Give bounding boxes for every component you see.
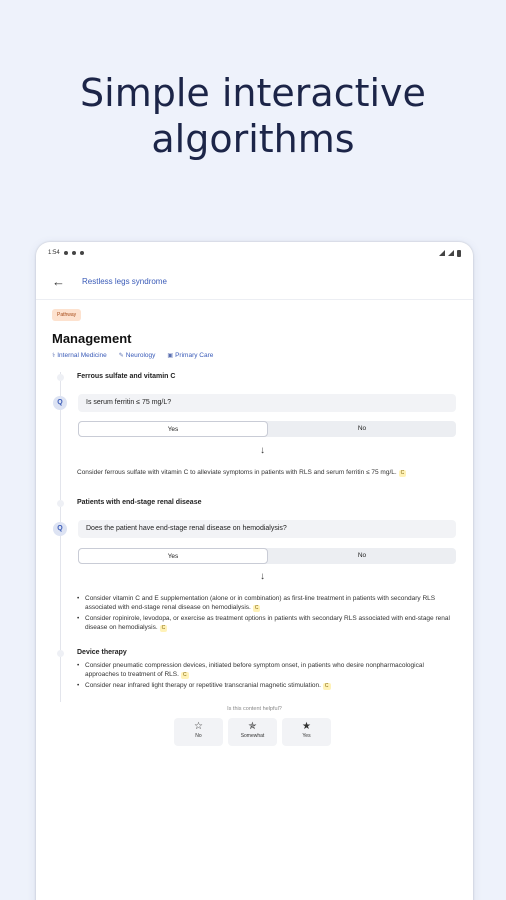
battery-icon — [457, 250, 461, 257]
star-filled-icon: ★ — [302, 721, 311, 732]
section-marker — [57, 374, 64, 381]
list-item-text: Consider pneumatic compression devices, initiated before symptom onset, in patients who desire nonpharmacological approaches to treatment of RLS. — [85, 662, 424, 678]
recommendation-text — [77, 468, 457, 477]
feedback-yes-button[interactable] — [282, 718, 331, 746]
feedback-no-button[interactable] — [174, 718, 223, 746]
hero-heading — [0, 70, 506, 162]
category-internal-medicine[interactable]: ⚕ Internal Medicine — [52, 352, 107, 359]
list-item-text: Consider near infrared light therapy or repetitive transcranial magnetic stimulation. — [85, 682, 321, 689]
no-option[interactable]: No — [357, 425, 367, 432]
category-primary-care[interactable]: ▣ Primary Care — [167, 352, 214, 359]
question-badge: Q — [53, 396, 67, 410]
signal-icon — [448, 250, 454, 256]
app-bar-title: Restless legs syndrome — [82, 277, 167, 286]
list-item — [77, 681, 457, 690]
notification-icon — [64, 251, 68, 255]
citation-badge[interactable]: C — [324, 683, 329, 689]
citation-badge[interactable]: C — [182, 672, 187, 678]
list-item — [77, 614, 457, 632]
category-list — [52, 352, 457, 359]
list-item-text: Consider ropinirole, levodopa, or exercise as treatment options in patients with secondary RLS associated with end-stage renal disease on hemodialysis. — [85, 615, 450, 631]
hero-line-1: Simple interactive — [80, 71, 426, 115]
recommendation-list — [77, 594, 457, 634]
question-box: Is serum ferritin ≤ 75 mg/L? — [78, 394, 456, 412]
recommendation-body: Consider ferrous sulfate with vitamin C to alleviate symptoms in patients with RLS and serum ferritin ≤ 75 mg/L. — [77, 469, 397, 476]
wifi-icon — [439, 250, 445, 256]
list-item — [77, 661, 457, 679]
section-marker — [57, 500, 64, 507]
feedback-buttons — [174, 718, 331, 746]
app-bar — [36, 264, 473, 300]
clinic-icon: ▣ — [167, 353, 174, 359]
citation-badge[interactable]: C — [254, 605, 259, 611]
feedback-label: No — [195, 733, 202, 739]
feedback-label: Somewhat — [240, 733, 265, 739]
star-outline-icon: ☆ — [194, 721, 203, 732]
status-bar — [36, 242, 473, 264]
yes-no-toggle — [78, 421, 456, 437]
list-item-text: Consider vitamin C and E supplementation (alone or in combination) as first-line treatment in patients with secondary RLS associated with end-stage renal disease on hemodialysis. — [85, 595, 436, 611]
category-neurology[interactable]: ✎ Neurology — [118, 352, 156, 359]
list-item — [77, 594, 457, 612]
star-half-icon: ✯ — [248, 721, 257, 732]
status-time: 1:54 — [48, 250, 60, 256]
hero-line-2: algorithms — [151, 117, 355, 161]
section-marker — [57, 650, 64, 657]
stethoscope-icon: ⚕ — [52, 353, 56, 359]
device-screen — [36, 242, 473, 900]
page-content — [36, 300, 473, 359]
feedback-somewhat-button[interactable] — [228, 718, 277, 746]
feedback-label: Yes — [302, 733, 311, 739]
notification-icon — [72, 251, 76, 255]
page-title: Management — [52, 331, 132, 346]
feedback-prompt: Is this content helpful? — [227, 706, 282, 712]
yes-option[interactable]: Yes — [78, 421, 268, 437]
question-box: Does the patient have end-stage renal disease on hemodialysis? — [78, 520, 456, 538]
question-badge: Q — [53, 522, 67, 536]
arrow-down-icon: ↓ — [260, 445, 265, 456]
no-option[interactable]: No — [357, 552, 367, 559]
pathway-tag: Pathway — [52, 309, 81, 321]
arrow-down-icon: ↓ — [260, 571, 265, 582]
brain-icon: ✎ — [118, 353, 124, 359]
section-title: Ferrous sulfate and vitamin C — [77, 373, 176, 380]
section-title: Patients with end-stage renal disease — [77, 499, 202, 506]
back-arrow-icon[interactable]: ← — [52, 274, 65, 289]
recommendation-list — [77, 661, 457, 692]
citation-badge[interactable]: C — [400, 470, 405, 476]
section-title: Device therapy — [77, 649, 127, 656]
yes-option[interactable]: Yes — [78, 548, 268, 564]
yes-no-toggle — [78, 548, 456, 564]
notification-icon — [80, 251, 84, 255]
citation-badge[interactable]: C — [161, 625, 166, 631]
